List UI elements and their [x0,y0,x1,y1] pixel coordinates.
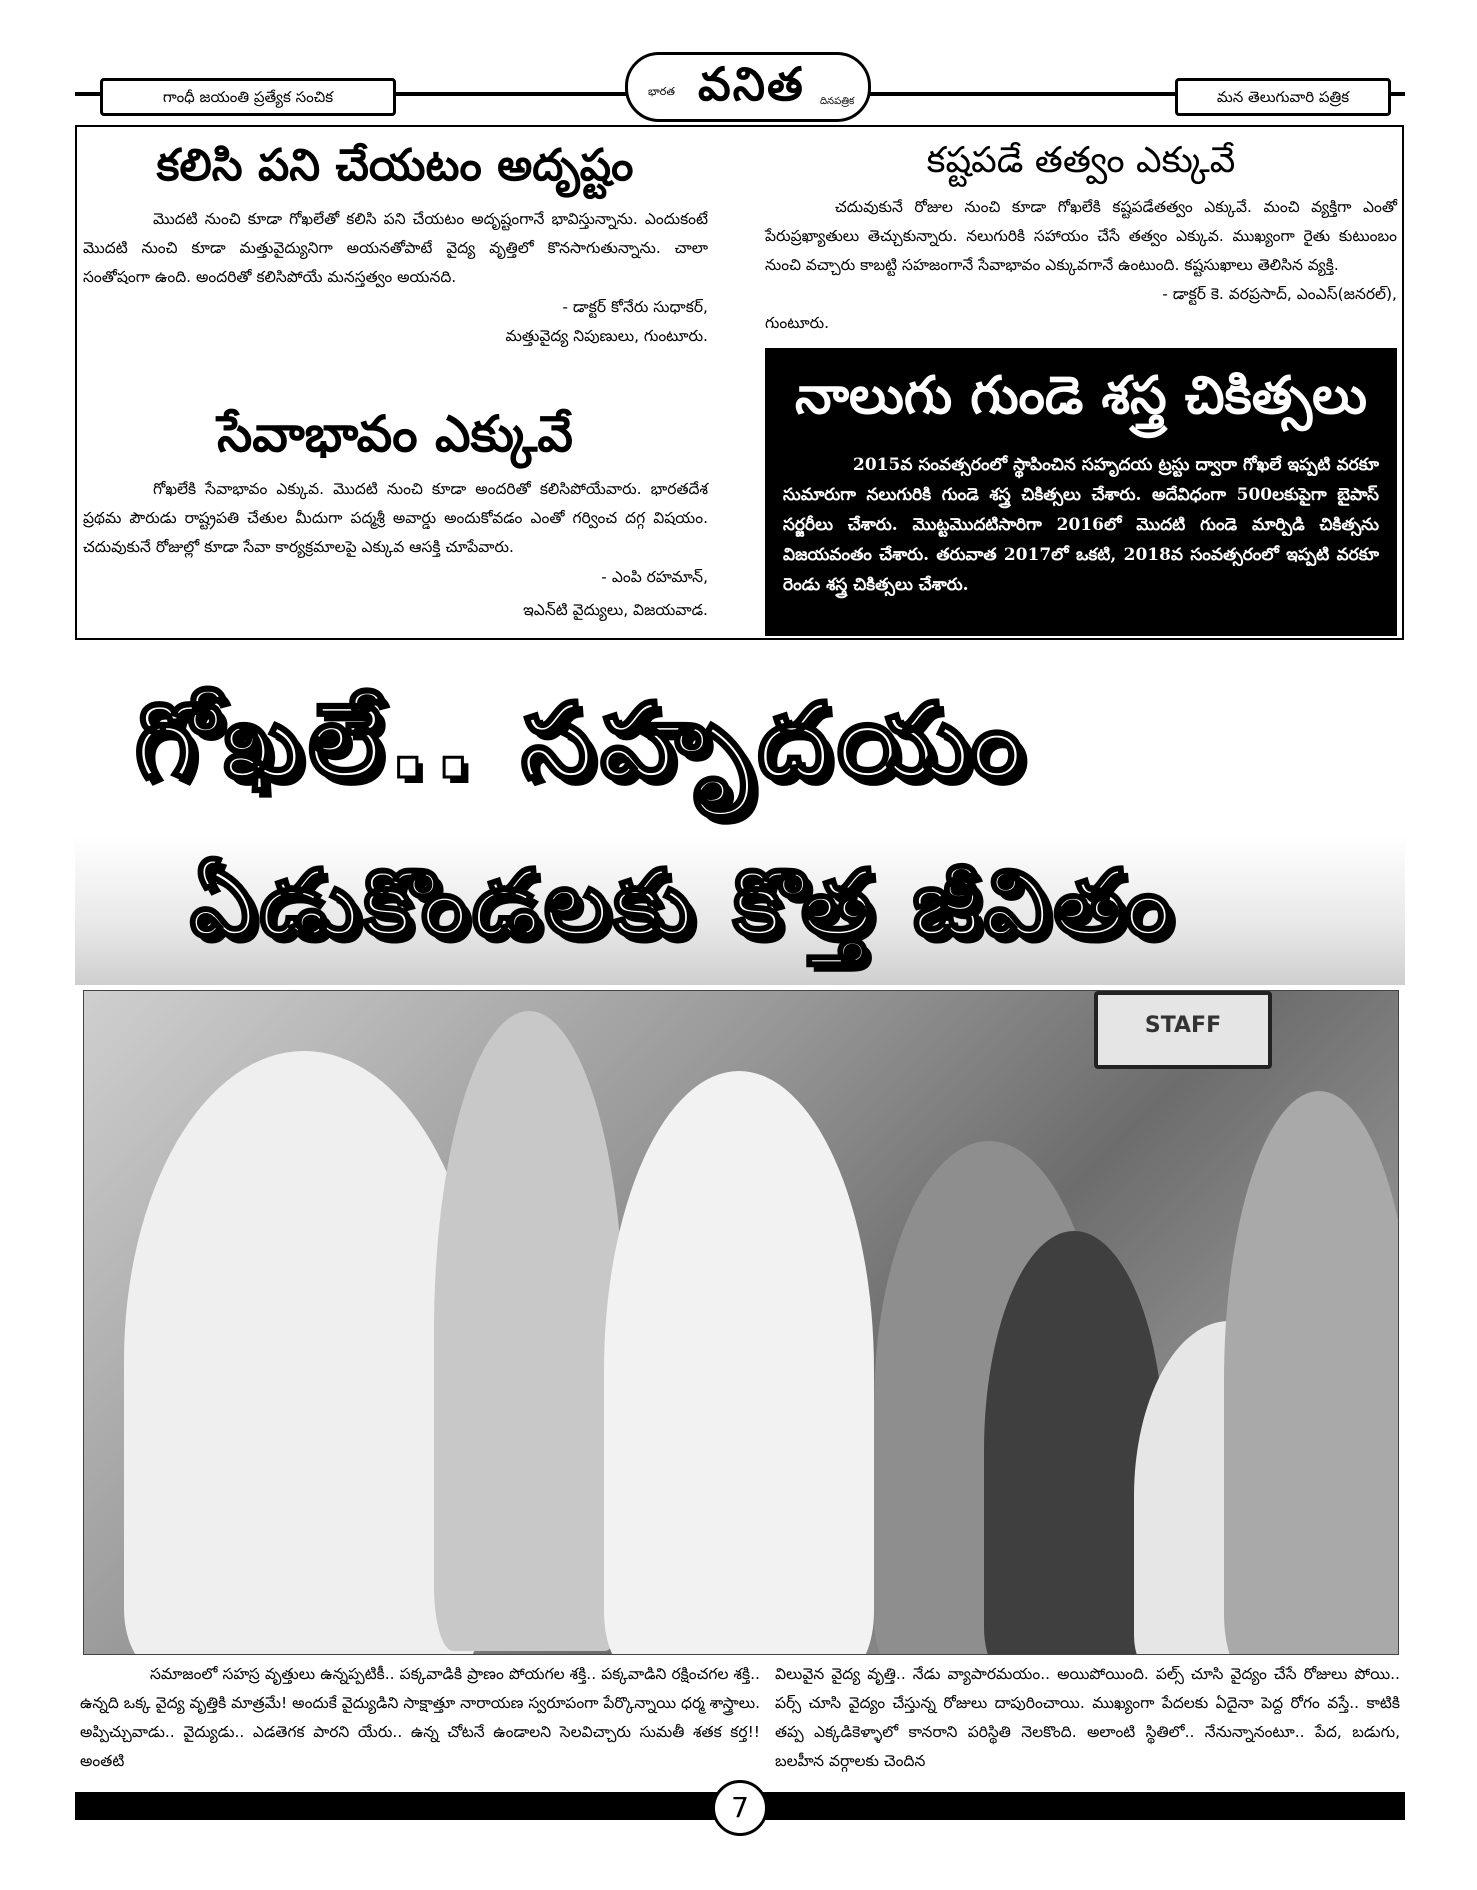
article2-signature: - డాక్టర్ కె. వరప్రసాద్, ఎంఎస్(జనరల్), [1162,285,1397,303]
bottom-article-left: సమాజంలో సహస్ర వృత్తులు ఉన్నప్పటికీ.. పక్కవాడికి ప్రాణం పోయగల శక్తి.. పక్కవాడిని రక్షించగల శక్తి.. ఉన్నది ఒక్క వైద్య వృత్తికి మాత్రమే! అందుకే వైద్యుడిని సాక్షాత్తూ నారాయణ స్వరూపంగా పేర్కొన్నాయి ధర్మ శాస్త్రాలు. అప్పిచ్చువాడు.. వైద్యుడు.. ఎడతెగక పారని యేరు.. ఉన్న చోటనే ఉండాలని సెలవిచ్చారు సుమతీ శతక కర్త!! అంతటి [80,1665,760,1770]
masthead-logo [625,52,871,122]
article4-headline: నాలుగు గుండె శస్త్ర చికిత్సలు [794,366,1368,426]
article3-headline: సేవాభావం ఎక్కువే [217,405,573,463]
logo-suffix: దినపత్రిక [820,96,855,107]
event-photo [83,990,1399,1655]
main-title-line1: గోఖలే.. సహృదయం [135,680,1030,802]
main-title-line2: ఏడుకొండలకు కొత్త జీవితం [190,850,1176,957]
article1-headline: కలిసి పని చేయటం అదృష్టం [156,140,634,191]
header-right-tab [1175,78,1391,116]
photo-figure-patient [604,1071,874,1655]
article1-body: మొదటి నుంచి కూడా గోఖలేతో కలిసి పని చేయటం అదృష్టంగానే భావిస్తున్నాను. ఎందుకంటే మొదటి నుంచి కూడా మత్తువైద్యునిగా అయనతోపాటే వైద్య వృత్తిలో కొనసాగుతున్నాను. చాలా సంతోషంగా ఉంది. అందరితో కలిసిపోయే మనస్తత్వం అయనది. [83,210,708,286]
bottom-article-right: విలువైన వైద్య వృత్తి.. నేడు వ్యాపారమయం.. అయిపోయింది. పల్స్ చూసి వైద్యం చేసే రోజులు పోయి.. పర్స్ చూసి వైద్యం చేస్తున్న రోజులు దాపురించాయి. ముఖ్యంగా పేదలకు ఏదైనా పెద్ద రోగం వస్తే.. కాటికి తప్ప ఎక్కడికెళ్ళాలో కానరాని పరిస్థితి నెలకొంది. అలాంటి స్థితిలో.. నేనున్నానంటూ.. పేద, బడుగు, బలహీన వర్గాలకు చెందిన [775,1665,1400,1770]
article1-affiliation: మత్తువైద్య నిపుణులు, గుంటూరు. [505,327,708,345]
article2-affiliation: గుంటూరు. [765,314,830,332]
photo-figure-doctor [124,1051,484,1655]
article3-affiliation: ఇఎన్‌టి వైద్యులు, విజయవాడ. [523,601,708,619]
tagline-label: మన తెలుగువారి పత్రిక [1216,88,1350,106]
photo-figure-man-glasses [434,1011,624,1651]
article2-body: చదువుకునే రోజుల నుంచి కూడా గోఖలేకి కష్టపడేతత్వం ఎక్కువే. మంచి వ్యక్తిగా ఎంతో పేరుప్రఖ్యాతులు తెచ్చుకున్నారు. నలుగురికి సహాయం చేసే తత్వం ఎక్కువ. ముఖ్యంగా రైతు కుటుంబం నుంచి వచ్చారు కాబట్టి సహజంగానే సేవాభావం ఎక్కువగానే ఉంటుంది. కష్టసుఖాలు తెలిసిన వ్యక్తి. [765,198,1397,274]
page-number: 7 [712,1780,768,1836]
staff-sign: STAFF [1094,991,1272,1069]
article3-signature: - ఎంపి రహమాన్, [601,568,708,586]
highlight-box [765,348,1397,636]
edition-label: గాంధీ జయంతి ప్రత్యేక సంచిక [162,88,334,106]
logo-prefix: భారత [648,85,675,98]
photo-figure-man-right [1224,1091,1399,1655]
header-left-tab [100,78,396,116]
article1-signature: - డాక్టర్ కోనేరు సుధాకర్, [562,298,708,316]
article2-headline: కష్టపడే తత్వం ఎక్కువే [926,140,1236,181]
article3-body: గోఖలేకి సేవాభావం ఎక్కువ. మొదటి నుంచి కూడా అందరితో కలిసిపోయేవారు. భారతదేశ ప్రథమ పౌరుడు రాష్ట్రపతి చేతుల మీదుగా పద్మశ్రీ అవార్డు అందుకోవడం ఎంతో గర్వించ దగ్గ విషయం. చదువుకునే రోజుల్లో కూడా సేవా కార్యక్రమాలపై ఎక్కువ ఆసక్తి చూపేవారు. [83,480,708,556]
article4-body: 2015వ సంవత్సరంలో స్థాపించిన సహృదయ ట్రస్టు ద్వారా గోఖలే ఇప్పటి వరకూ సుమారుగా నలుగురికి గుండె శస్త్ర చికిత్సలు చేశారు. అదేవిధంగా 500లకుపైగా బైపాస్ సర్జరీలు చేశారు. మొట్టమొదటిసారిగా 2016లో మొదటి గుండె మార్పిడి చికిత్సను విజయవంతం చేశారు. తరువాత 2017లో ఒకటి, 2018వ సంవత్సరంలో ఇప్పటి వరకూ రెండు శస్త్ర చికిత్సలు చేశారు. [783,455,1379,595]
logo-title: వనిత [698,57,805,111]
